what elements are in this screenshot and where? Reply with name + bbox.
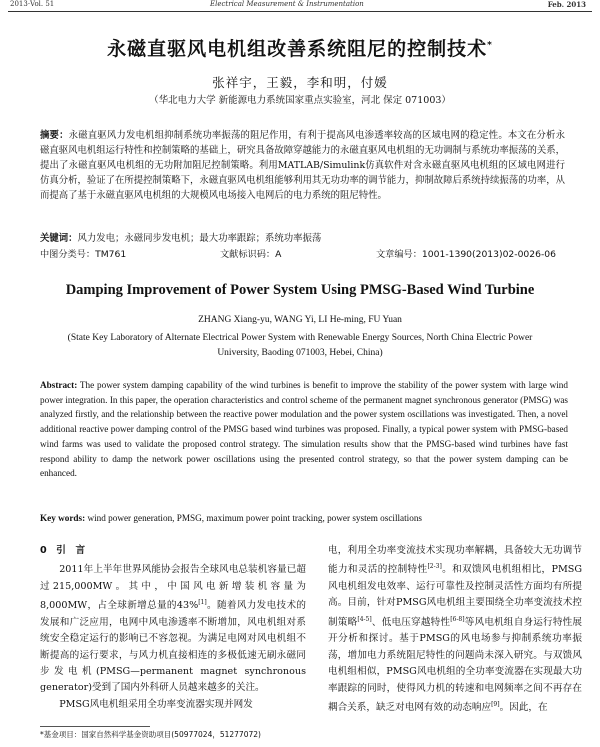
abstract-english-label: Abstract: xyxy=(40,380,78,390)
authors-english: ZHANG Xiang-yu, WANG Yi, LI He-ming, FU Yuan xyxy=(198,315,402,325)
keywords-chinese-text: 风力发电；永磁同步发电机；最大功率跟踪；系统功率振荡 xyxy=(77,233,322,244)
intro-paragraph-2: PMSG风电机组采用全功率变流器实现并网发 xyxy=(59,698,253,710)
keywords-english-text: wind power generation, PMSG, maximum power point tracking, power system oscillations xyxy=(87,513,422,523)
funding-footnote: *基金项目：国家自然科学基金资助项目(50977024，51277072) xyxy=(40,730,261,739)
citation: [9] xyxy=(491,701,500,709)
citation: [4-5] xyxy=(357,615,372,623)
abstract-english xyxy=(40,378,568,481)
citation: [1] xyxy=(198,599,207,607)
body-column-left xyxy=(40,543,306,713)
abstract-english-text: The power system damping capability of the wind turbines is benefit to improve the stability of the power system with large wind power integration. In this paper, the operation characteristics and control scheme of the permanent magnet synchronous generator (PMSG) was analyzed firstly, and the relationship between the reactive power modulation and the power system oscillations was investigated. Then, a novel additional reactive power damping control of the PMSG based wind turbines was proposed. Finally, a typical power system with PMSG-based wind farms was used to validate the proposed control strategy. The simulation results show that the PMSG-based wind turbines have fast respond ability to damp the network power oscillations using the presented control strategy, so that the power system damping can be enhanced. xyxy=(40,380,568,479)
article-number: 文章编号：1001-1390(2013)02-0026-06 xyxy=(376,249,556,260)
abstract-chinese xyxy=(40,128,565,203)
keywords-english xyxy=(40,513,568,523)
body-column-right xyxy=(328,543,582,717)
affiliation-chinese: （华北电力大学 新能源电力系统国家重点实验室，河北 保定 071003） xyxy=(149,95,451,106)
running-header xyxy=(0,0,600,10)
citation: [6-8] xyxy=(450,615,465,623)
intro-paragraph-1: 2011年上半年世界风能协会报告全球风电总装机容量已超过215,000MW。其中，中国风电新增装机容量为8,000MW，占全球新增总量的43%[1]。随着风力发电技术的发展和广泛应用，电网中风电渗透率不断增加，风电机组对系统安全稳定运行的影响已不容忽视。为满足电网对风电机组不断提高的运行要求，与风力机直接相连的多极低速无刷永磁同步发电机(PMSG—permanent magnet synchronous generator)受到了国内外科研人员越来越多的关注。 xyxy=(40,564,306,694)
authors-chinese: 张祥宇，王毅，李和明，付媛 xyxy=(212,75,388,90)
affiliation-english: (State Key Laboratory of Alternate Electrical Power System with Renewable Energy Sources, North China Electric Power University, Baoding 071003, Hebei, China) xyxy=(67,333,533,358)
title-footnote-mark: * xyxy=(487,40,493,51)
header-rule xyxy=(8,11,592,12)
citation: [2-3] xyxy=(427,563,442,571)
title-english: Damping Improvement of Power System Using PMSG-Based Wind Turbine xyxy=(65,282,535,298)
keywords-chinese xyxy=(40,230,565,244)
abstract-chinese-label: 摘要： xyxy=(40,130,69,141)
document-code: 文献标识码：A xyxy=(220,249,282,260)
keywords-chinese-label: 关键词： xyxy=(40,233,78,244)
abstract-chinese-text: 永磁直驱风力发电机组抑制系统功率振荡的阻尼作用，有利于提高风电渗透率较高的区域电网的稳定性。本文在分析永磁直驱风电机组运行特性和控制策略的基础上，研究具备故障穿越能力的永磁直驱风电机组的无功调制与系统功率振荡的关系，提出了永磁直驱风电机组的无功附加阻尼控制策略。利用MATLAB/Simulink仿真软件对含永磁直驱风电机组的区域电网进行仿真分析，验证了在所提控制策略下，永磁直驱风电机组能够利用其无功功率的调节能力，抑制故障后系统持续振荡的功率，从而提高了基于永磁直驱风电机组的大规模风电场接入电网后的电力系统的阻尼特性。 xyxy=(40,130,566,202)
header-journal: Electrical Measurement & Instrumentation xyxy=(210,0,364,8)
footnote-rule xyxy=(40,726,150,727)
intro-paragraph-continued: 电，利用全功率变流技术实现功率解耦，具备较大无功调节能力和灵活的控制特性[2-3]。和双馈风电机组相比，PMSG风电机组发电效率、运行可靠性及控制灵活性方面均有所提高。目前，针对PMSG风电机组主要围绕全功率变流技术控制策略[4-5]、低电压穿越特性[6-8]等风电机组自身运行特性展开分析和探讨。基于PMSG的风电场参与抑制系统功率振荡，增加电力系统阻尼特性的问题尚未深入研究。与双馈风电机组相似，PMSG风电机组的全功率变流器在实现最大功率跟踪的同时，使得风力机的转速和电网频率之间不再存在耦合关系，缺乏对电网有效的动态响应[9]。因此，在 xyxy=(328,545,583,714)
header-date: Feb. 2013 xyxy=(547,0,586,9)
title-chinese-text: 永磁直驱风电机组改善系统阻尼的控制技术 xyxy=(107,38,488,60)
section-heading-intro: 0 引 言 xyxy=(40,545,86,556)
header-volume: 2013·Vol. 51 xyxy=(10,0,55,8)
clc-number: 中图分类号：TM761 xyxy=(40,249,127,260)
keywords-english-label: Key words: xyxy=(40,513,86,523)
title-chinese xyxy=(0,34,600,61)
